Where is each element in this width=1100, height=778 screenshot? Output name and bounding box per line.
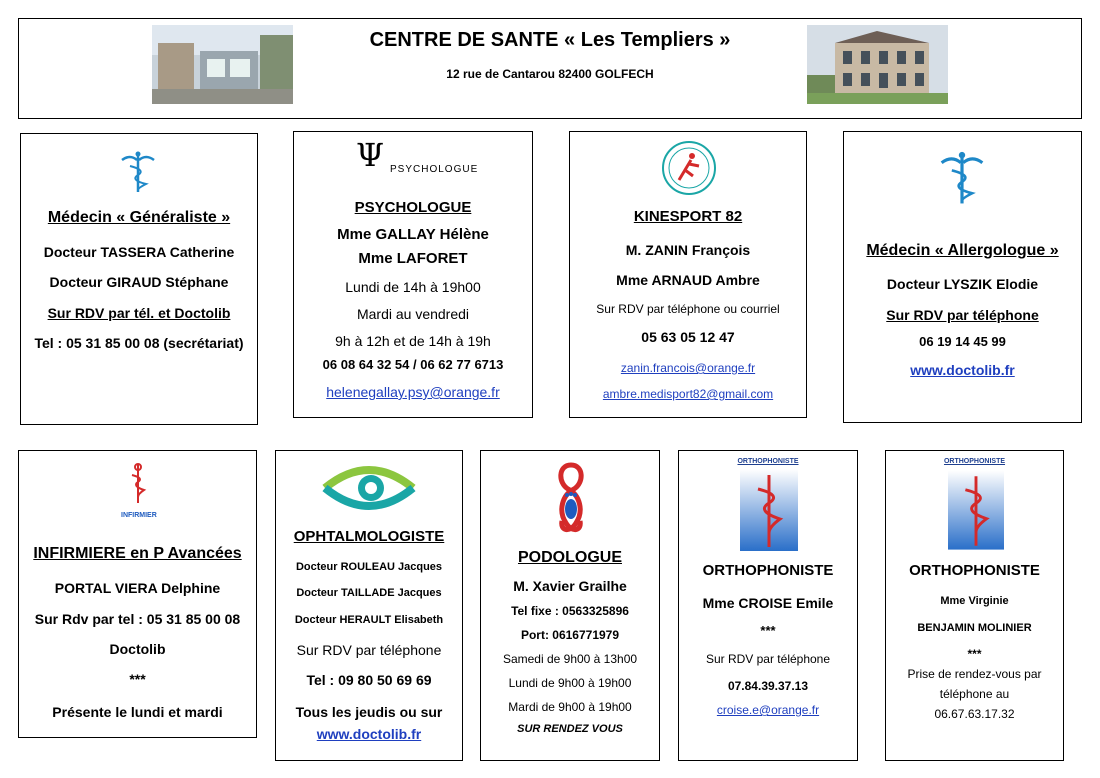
ortho-2-rdv-2: téléphone au xyxy=(939,687,1010,701)
psychologue-name-2: Mme LAFORET xyxy=(358,250,468,267)
ophtalmo-jeudis: Tous les jeudis ou sur xyxy=(295,704,443,720)
ortho-1-caduceus-icon xyxy=(740,469,798,551)
psychologue-logo-text: PSYCHOLOGUE xyxy=(390,164,479,175)
podologue-rdv: SUR RENDEZ VOUS xyxy=(517,723,623,735)
ortho-2-name-1: Mme Virginie xyxy=(940,595,1009,607)
generaliste-rdv: Sur RDV par tél. et Doctolib xyxy=(47,305,231,321)
kinesport-logo-icon xyxy=(659,140,719,196)
card-kinesport xyxy=(569,131,807,418)
infirmiere-separator: *** xyxy=(129,671,146,687)
podologue-hours-1: Samedi de 9h00 à 13h00 xyxy=(502,652,638,666)
card-podologue xyxy=(480,450,660,761)
generaliste-phone: Tel : 05 31 85 00 08 (secrétariat) xyxy=(34,335,244,351)
psi-icon: Ψ xyxy=(356,136,385,174)
ortho-1-separator: *** xyxy=(760,623,776,638)
caduceus-icon xyxy=(120,150,156,194)
infirmiere-rdv: Sur Rdv par tel : 05 31 85 00 08 xyxy=(34,611,241,627)
ortho-1-title: ORTHOPHONISTE xyxy=(702,562,834,579)
ophtalmo-phone: Tel : 09 80 50 69 69 xyxy=(306,672,432,688)
ortho-2-phone: 06.67.63.17.32 xyxy=(934,707,1015,721)
infirmiere-name: PORTAL VIERA Delphine xyxy=(54,580,221,596)
psychologue-hours-3: 9h à 12h et de 14h à 19h xyxy=(335,333,491,349)
podologue-portable: Port: 0616771979 xyxy=(520,628,620,642)
infirmiere-doctolib: Doctolib xyxy=(109,641,166,657)
infirmiere-presence: Présente le lundi et mardi xyxy=(52,704,223,720)
ortho-2-rdv-1: Prise de rendez-vous par xyxy=(907,667,1042,681)
ophtalmo-rdv: Sur RDV par téléphone xyxy=(296,642,442,658)
kinesport-title: KINESPORT 82 xyxy=(633,208,743,225)
ophtalmo-doctor-1: Docteur ROULEAU Jacques xyxy=(295,561,443,573)
allergologue-phone: 06 19 14 45 99 xyxy=(919,334,1006,349)
allergologue-doctolib-link[interactable]: www.doctolib.fr xyxy=(910,362,1015,378)
kinesport-phone: 05 63 05 12 47 xyxy=(641,329,735,345)
ortho-2-title: ORTHOPHONISTE xyxy=(909,562,1040,579)
psychologue-hours-2: Mardi au vendredi xyxy=(356,306,470,322)
ortho-2-separator: *** xyxy=(967,647,982,661)
ophtalmo-doctolib-link[interactable]: www.doctolib.fr xyxy=(316,726,422,742)
header-banner xyxy=(18,18,1082,119)
foot-logo-icon xyxy=(554,461,588,537)
card-generaliste xyxy=(20,133,258,425)
nurse-caduceus-icon xyxy=(127,463,149,507)
psychologue-email-link[interactable]: helenegallay.psy@orange.fr xyxy=(326,384,500,400)
generaliste-title: Médecin « Généraliste » xyxy=(47,209,231,226)
podologue-fixe: Tel fixe : 0563325896 xyxy=(511,604,629,618)
podologue-title: PODOLOGUE xyxy=(517,549,622,566)
allergologue-title: Médecin « Allergologue » xyxy=(866,242,1059,259)
center-title: CENTRE DE SANTE « Les Templiers » xyxy=(369,29,731,51)
ortho-2-name-2: BENJAMIN MOLINIER xyxy=(917,622,1032,634)
kinesport-email-1-link[interactable]: zanin.francois@orange.fr xyxy=(620,361,756,375)
allergologue-doctor: Docteur LYSZIK Elodie xyxy=(886,276,1039,292)
center-building-photo xyxy=(807,25,948,104)
psychologue-name-1: Mme GALLAY Hélène xyxy=(337,226,489,243)
ortho-1-email-link[interactable]: croise.e@orange.fr xyxy=(716,703,820,717)
ophtalmo-doctor-2: Docteur TAILLADE Jacques xyxy=(296,587,442,599)
psychologue-title: PSYCHOLOGUE xyxy=(354,199,472,216)
ortho-2-logo-text: ORTHOPHONISTE xyxy=(943,458,1006,465)
card-infirmiere xyxy=(18,450,257,738)
generaliste-doctor-2: Docteur GIRAUD Stéphane xyxy=(49,274,229,290)
caduceus-icon xyxy=(939,150,985,206)
ophtalmo-title: OPHTALMOLOGISTE xyxy=(293,528,445,545)
ortho-1-phone: 07.84.39.37.13 xyxy=(727,679,809,693)
card-orthophoniste-1 xyxy=(678,450,858,761)
ophtalmo-doctor-3: Docteur HERAULT Elisabeth xyxy=(294,614,444,626)
ortho-1-rdv: Sur RDV par téléphone xyxy=(705,652,831,666)
kinesport-name-2: Mme ARNAUD Ambre xyxy=(616,272,760,288)
podologue-name: M. Xavier Grailhe xyxy=(513,578,627,594)
kinesport-email-2-link[interactable]: ambre.medisport82@gmail.com xyxy=(602,387,774,401)
allergologue-rdv: Sur RDV par téléphone xyxy=(886,307,1039,323)
card-psychologue xyxy=(293,131,533,418)
ortho-1-name: Mme CROISE Emile xyxy=(702,595,834,611)
card-ophtalmologiste xyxy=(275,450,463,761)
podologue-hours-3: Mardi de 9h00 à 19h00 xyxy=(508,700,632,714)
infirmiere-title: INFIRMIERE en P Avancées xyxy=(33,545,242,562)
ortho-2-caduceus-icon xyxy=(948,469,1004,551)
center-address: 12 rue de Cantarou 82400 GOLFECH xyxy=(446,67,654,81)
eye-logo-icon xyxy=(321,460,417,516)
generaliste-doctor-1: Docteur TASSERA Catherine xyxy=(43,244,235,260)
card-orthophoniste-2 xyxy=(885,450,1064,761)
psychologue-phones: 06 08 64 32 54 / 06 62 77 6713 xyxy=(322,357,504,372)
psychologue-hours-1: Lundi de 14h à 19h00 xyxy=(345,279,481,295)
ortho-1-logo-text: ORTHOPHONISTE xyxy=(737,458,799,465)
card-allergologue xyxy=(843,131,1082,423)
kinesport-rdv: Sur RDV par téléphone ou courriel xyxy=(596,302,780,316)
infirmier-logo-text: INFIRMIER xyxy=(121,512,157,519)
kinesport-name-1: M. ZANIN François xyxy=(625,242,751,258)
podologue-hours-2: Lundi de 9h00 à 19h00 xyxy=(508,676,632,690)
